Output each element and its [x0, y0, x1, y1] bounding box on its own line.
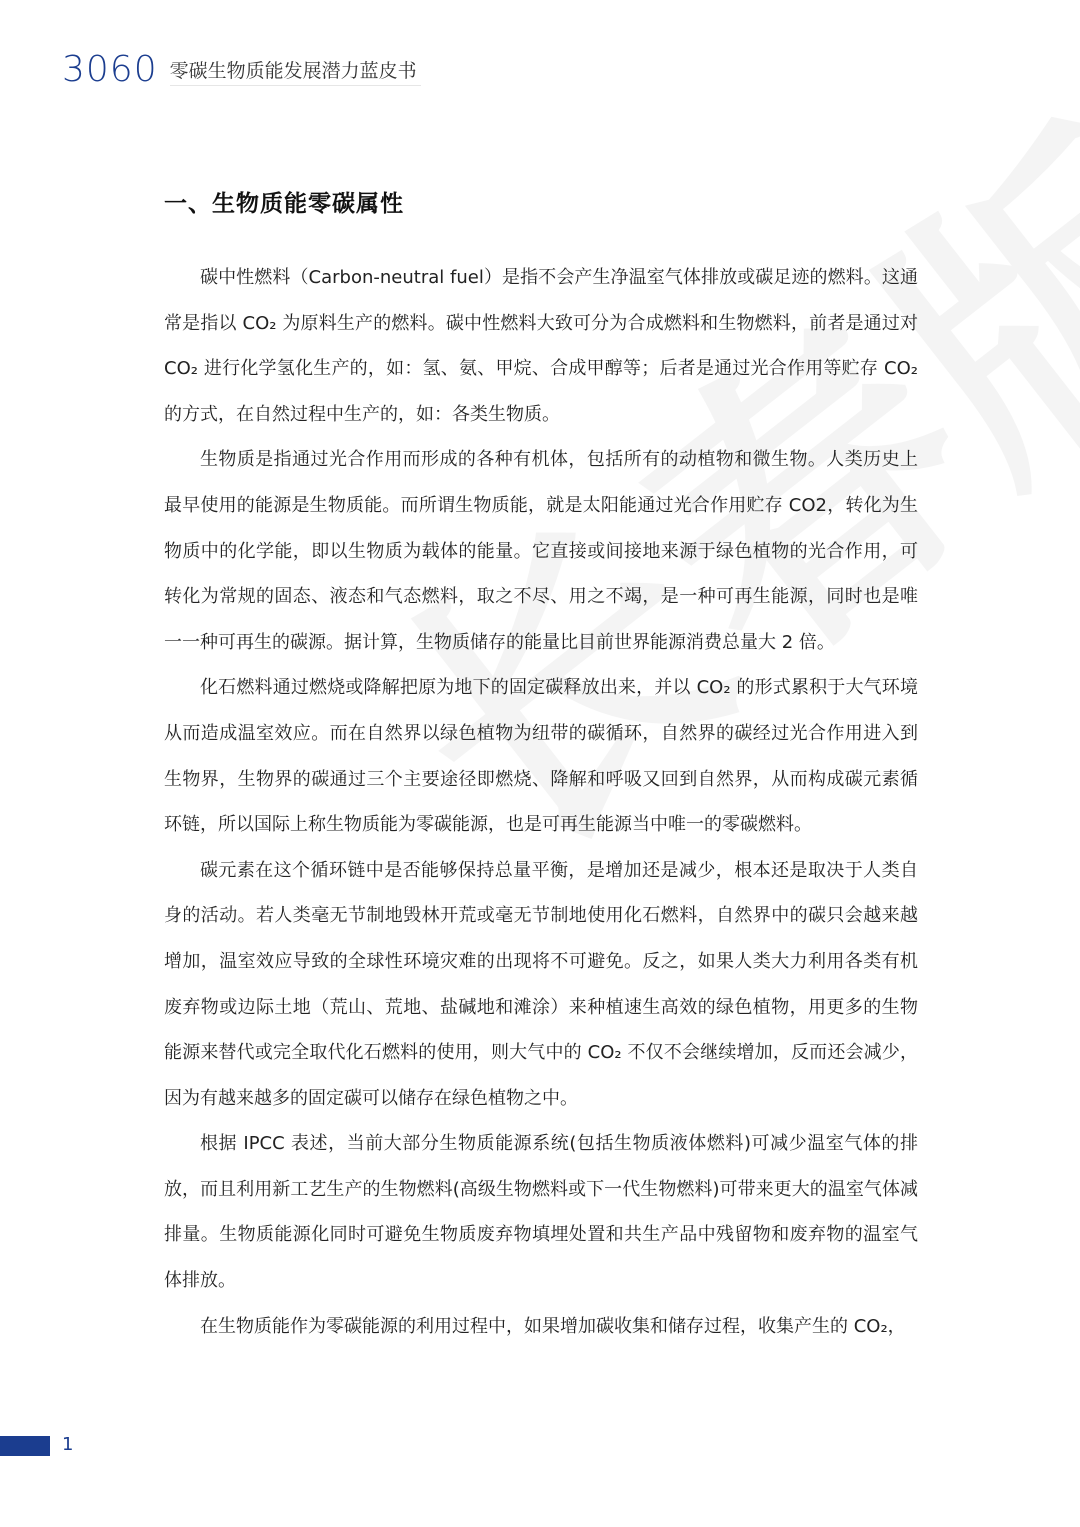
- paragraph: 碳元素在这个循环链中是否能够保持总量平衡，是增加还是减少，根本还是取决于人类自身的活动。若人类毫无节制地毁林开荒或毫无节制地使用化石燃料，自然界中的碳只会越来越增加，温室效应导致的全球性环境灾难的出现将不可避免。反之，如果人类大力利用各类有机废弃物或边际土地（荒山、荒地、盐碱地和滩涂）来种植速生高效的绿色植物，用更多的生物能源来替代或完全取代化石燃料的使用，则大气中的 CO₂ 不仅不会继续增加，反而还会减少，因为有越来越多的固定碳可以储存在绿色植物之中。: [164, 859, 918, 1109]
- paragraph: 根据 IPCC 表述，当前大部分生物质能源系统(包括生物质液体燃料)可减少温室气体的排放，而且利用新工艺生产的生物燃料(高级生物燃料或下一代生物燃料)可带来更大的温室气体减排量。生物质能源化同时可避免生物质废弃物填埋处置和共生产品中残留物和废弃物的温室气体排放。: [164, 1133, 918, 1292]
- paragraph: 在生物质能作为零碳能源的利用过程中，如果增加碳收集和储存过程，收集产生的 CO₂，: [200, 1315, 906, 1337]
- paragraph: 化石燃料通过燃烧或降解把原为地下的固定碳释放出来，并以 CO₂ 的形式累积于大气环境从而造成温室效应。而在自然界以绿色植物为纽带的碳循环，自然界的碳经过光合作用进入到生物界，生物界的碳通过三个主要途径即燃烧、降解和呼吸又回到自然界，从而构成碳元素循环链，所以国际上称生物质能为零碳能源，也是可再生能源当中唯一的零碳燃料。: [164, 677, 918, 836]
- logo: 3060: [62, 49, 158, 90]
- paragraph: 生物质是指通过光合作用而形成的各种有机体，包括所有的动植物和微生物。人类历史上最早使用的能源是生物质能。而所谓生物质能，就是太阳能通过光合作用贮存 CO2，转化为生物质中的化学能，即以生物质为载体的能量。它直接或间接地来源于绿色植物的光合作用，可转化为常规的固态、液态和气态燃料，取之不尽、用之不竭，是一种可再生能源，同时也是唯一一种可再生的碳源。据计算，生物质储存的能量比目前世界能源消费总量大 2 倍。: [164, 449, 918, 653]
- body-text: [164, 255, 918, 1349]
- page-number: 1: [62, 1434, 74, 1455]
- section-title: 一、生物质能零碳属性: [164, 191, 404, 217]
- header: [62, 49, 421, 90]
- paragraph: 碳中性燃料（Carbon-neutral fuel）是指不会产生净温室气体排放或碳足迹的燃料。这通常是指以 CO₂ 为原料生产的燃料。碳中性燃料大致可分为合成燃料和生物燃料，前者是通过对 CO₂ 进行化学氢化生产的，如：氢、氨、甲烷、合成甲醇等；后者是通过光合作用等贮存 CO₂ 的方式，在自然过程中生产的，如：各类生物质。: [164, 267, 918, 425]
- document-title: 零碳生物质能发展潜力蓝皮书: [170, 59, 421, 86]
- footer-accent-bar: [0, 1436, 50, 1456]
